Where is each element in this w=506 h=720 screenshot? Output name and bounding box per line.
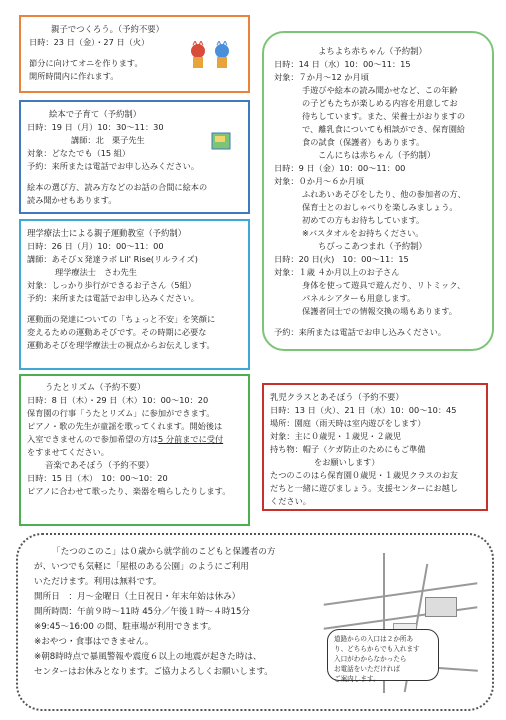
map-note-line: お電話をいただければ: [334, 665, 400, 673]
event-desc-line: をすませてください。: [27, 447, 109, 457]
event-title: ちびっこあつまれ（予約制）: [318, 241, 427, 251]
event-date: 日時：23 日（金）・27 日（火）: [29, 37, 150, 47]
event-date: 日時：13 日（火）、21 日（水）10：00～10：45: [270, 405, 457, 415]
event-box-picture-book: [19, 100, 250, 214]
event-date: 日時：20 日(火) 10：00～11：15: [274, 254, 409, 264]
event-target: 対象：１歳 ４か月以上のお子さん: [274, 267, 400, 277]
event-title: 乳児クラスとあそぼう（予約不要）: [270, 392, 404, 402]
info-line: ※おやつ・食事はできません。: [34, 637, 154, 647]
event-desc-line: パネルシアターも用意します。: [302, 293, 416, 303]
event-date: 日時：14 日（水）10：00～11：15: [274, 59, 411, 69]
info-line: ※9:45～16:00 の間、駐車場が利用できます。: [34, 622, 217, 632]
event-desc-line: ピアノ・歌の先生が童謡を歌ってくれます。開始後は: [27, 421, 223, 431]
event-desc-line: 運動面の発達についての「ちょっと不安」を笑顔に: [27, 314, 216, 324]
map-note-line: 入口がわからなかったら: [334, 655, 407, 663]
event-reservation: 予約：来所または電話でお申し込みください。: [27, 161, 199, 171]
event-desc-line: 運動あそびを理学療法士の視点からお伝えします。: [27, 340, 215, 350]
event-target: 対象：０か月～６か月頃: [274, 176, 365, 186]
event-lecturer: 講師：北 栗子先生: [71, 135, 145, 145]
map-note-line: り、どちらからでも入れます: [334, 645, 420, 653]
event-desc-line: 節分に向けてオニを作ります。: [29, 58, 143, 68]
oni-mascot-icon: [186, 41, 236, 71]
info-line: ※朝8時時点で暴風警報や震度６以上の地震が起きた時は、: [34, 652, 262, 662]
event-desc-line: で、離乳食についても相談ができ、保育園給: [302, 124, 466, 134]
event-title: 音楽であそぼう（予約不要）: [45, 460, 154, 470]
event-desc-line: 身体を使って遊具で遊んだり、リトミック、: [302, 280, 466, 290]
event-title: 理学療法士による親子運動教室（予約制）: [27, 228, 187, 238]
event-desc-line: ※バスタオルをお持ちください。: [302, 228, 424, 238]
event-desc-line: 読み聞かせもあります。: [27, 195, 117, 205]
event-desc-line: 保育士とのおしゃべりを楽しみましょう。: [302, 202, 458, 212]
event-desc-line: ください。: [270, 496, 311, 506]
center-info-box: [16, 533, 494, 711]
map-note-line: ご案内します。: [334, 675, 380, 683]
event-box-make-together: [19, 15, 250, 93]
event-date: 日時：19 日（月）10：30～11：30: [27, 122, 164, 132]
event-reservation: 予約：来所または電話でお申し込みください。: [27, 293, 199, 303]
event-desc-line: ピアノに合わせて歌ったり、楽器を鳴らしたりします。: [27, 486, 231, 496]
info-line: が、いつでも気軽に「屋根のある公園」のようにご利用: [34, 562, 249, 572]
event-title: よちよち赤ちゃん（予約制）: [318, 46, 427, 56]
event-date: 日時：9 日（金）10：00～11：00: [274, 163, 406, 173]
event-desc-line: 手遊びや絵本の読み聞かせなど、この年齢: [302, 85, 458, 95]
event-items: 持ち物：帽子（ケガ防止のためにもご準備: [270, 444, 426, 454]
event-reservation: 予約：来所または電話でお申し込みください。: [274, 327, 446, 337]
event-lecturer: 理学療法士 さわ先生: [55, 267, 137, 277]
event-desc-line: たつのこのはら保育園０歳児・１歳児クラスのお友: [270, 470, 459, 480]
info-line: センターはお休みとなります。ご協力よろしくお願いします。: [34, 667, 273, 677]
info-line: 開所時間：午前９時～11時 45分／午後１時～４時15分: [34, 607, 251, 617]
event-desc-line: ふれあいあそびをしたり、他の参加者の方、: [302, 189, 466, 199]
event-title: 親子でつくろう。（予約不要）: [51, 24, 165, 34]
event-desc-line: 保育園の行事「うたとリズム」に参加ができます。: [27, 408, 215, 418]
event-title: こんにちは赤ちゃん（予約制）: [318, 150, 436, 160]
event-desc-line: [27, 433, 248, 446]
event-desc-line: 変えるための運動あそびです。その時期に必要な: [27, 327, 207, 337]
event-desc-line: 待ちしています。また、栄養士がおりますの: [302, 111, 466, 121]
area-map-icon: [323, 553, 478, 693]
event-desc-line: 初めての方もお待ちしています。: [302, 215, 425, 225]
picture-book-icon: [210, 130, 234, 152]
event-target: 対象：７か月～12 か月頃: [274, 72, 369, 82]
info-line: いただけます。利用は無料です。: [34, 577, 162, 587]
event-place: 場所：園庭（雨天時は室内遊びをします）: [270, 418, 426, 428]
event-lecturer: 講師：あそびｘ発達ラボ Lil' Rise(リルライズ): [27, 254, 198, 264]
event-desc-line: の子どもたちが楽しめる内容を用意してお: [302, 98, 458, 108]
event-box-exercise-class: [19, 219, 250, 370]
event-target: 対象：主に０歳児・１歳児・２歳児: [270, 431, 402, 441]
event-target: 対象：しっかり歩行ができるお子さん（5組）: [27, 280, 196, 290]
event-target: 対象：どなたでも（15 組）: [27, 148, 131, 158]
event-box-infant-class: [262, 383, 488, 511]
event-desc-line: 開所時間内に作れます。: [29, 71, 119, 81]
event-date: 日時：8 日（木）・29 日（木）10：00～10：20: [27, 395, 209, 405]
event-desc-line: 保護者同士での情報交換の場もあります。: [302, 306, 457, 316]
event-date: 日時：26 日（月）10：00～11：00: [27, 241, 164, 251]
event-desc-emphasis: 5 分前までに受付: [158, 434, 224, 444]
event-desc-text: 入室できませんので参加希望の方は: [27, 434, 159, 444]
event-box-rhythm: [19, 374, 250, 526]
event-items: をお願いします）: [314, 457, 380, 467]
event-date: 日時：15 日（木） 10：00～10：20: [27, 473, 168, 483]
event-box-baby-programs: [262, 31, 494, 351]
event-title: 絵本で子育て（予約制）: [49, 109, 142, 119]
info-line: 開所日 ：月～金曜日（土日祝日・年末年始は休み）: [34, 592, 241, 602]
event-desc-line: だちと一緒に遊びましょう。支援センターにお越し: [270, 483, 458, 493]
event-desc-line: 絵本の選び方、読み方などのお話の合間に絵本の: [27, 182, 208, 192]
event-desc-line: 食の試食（保護者）もあります。: [302, 137, 425, 147]
map-note-line: 道路からの入口は２か所あ: [334, 635, 414, 643]
event-title: うたとリズム（予約不要）: [45, 382, 146, 392]
info-line: 「たつのこのこ」は０歳から就学前のこどもと保護者の方: [52, 547, 276, 557]
